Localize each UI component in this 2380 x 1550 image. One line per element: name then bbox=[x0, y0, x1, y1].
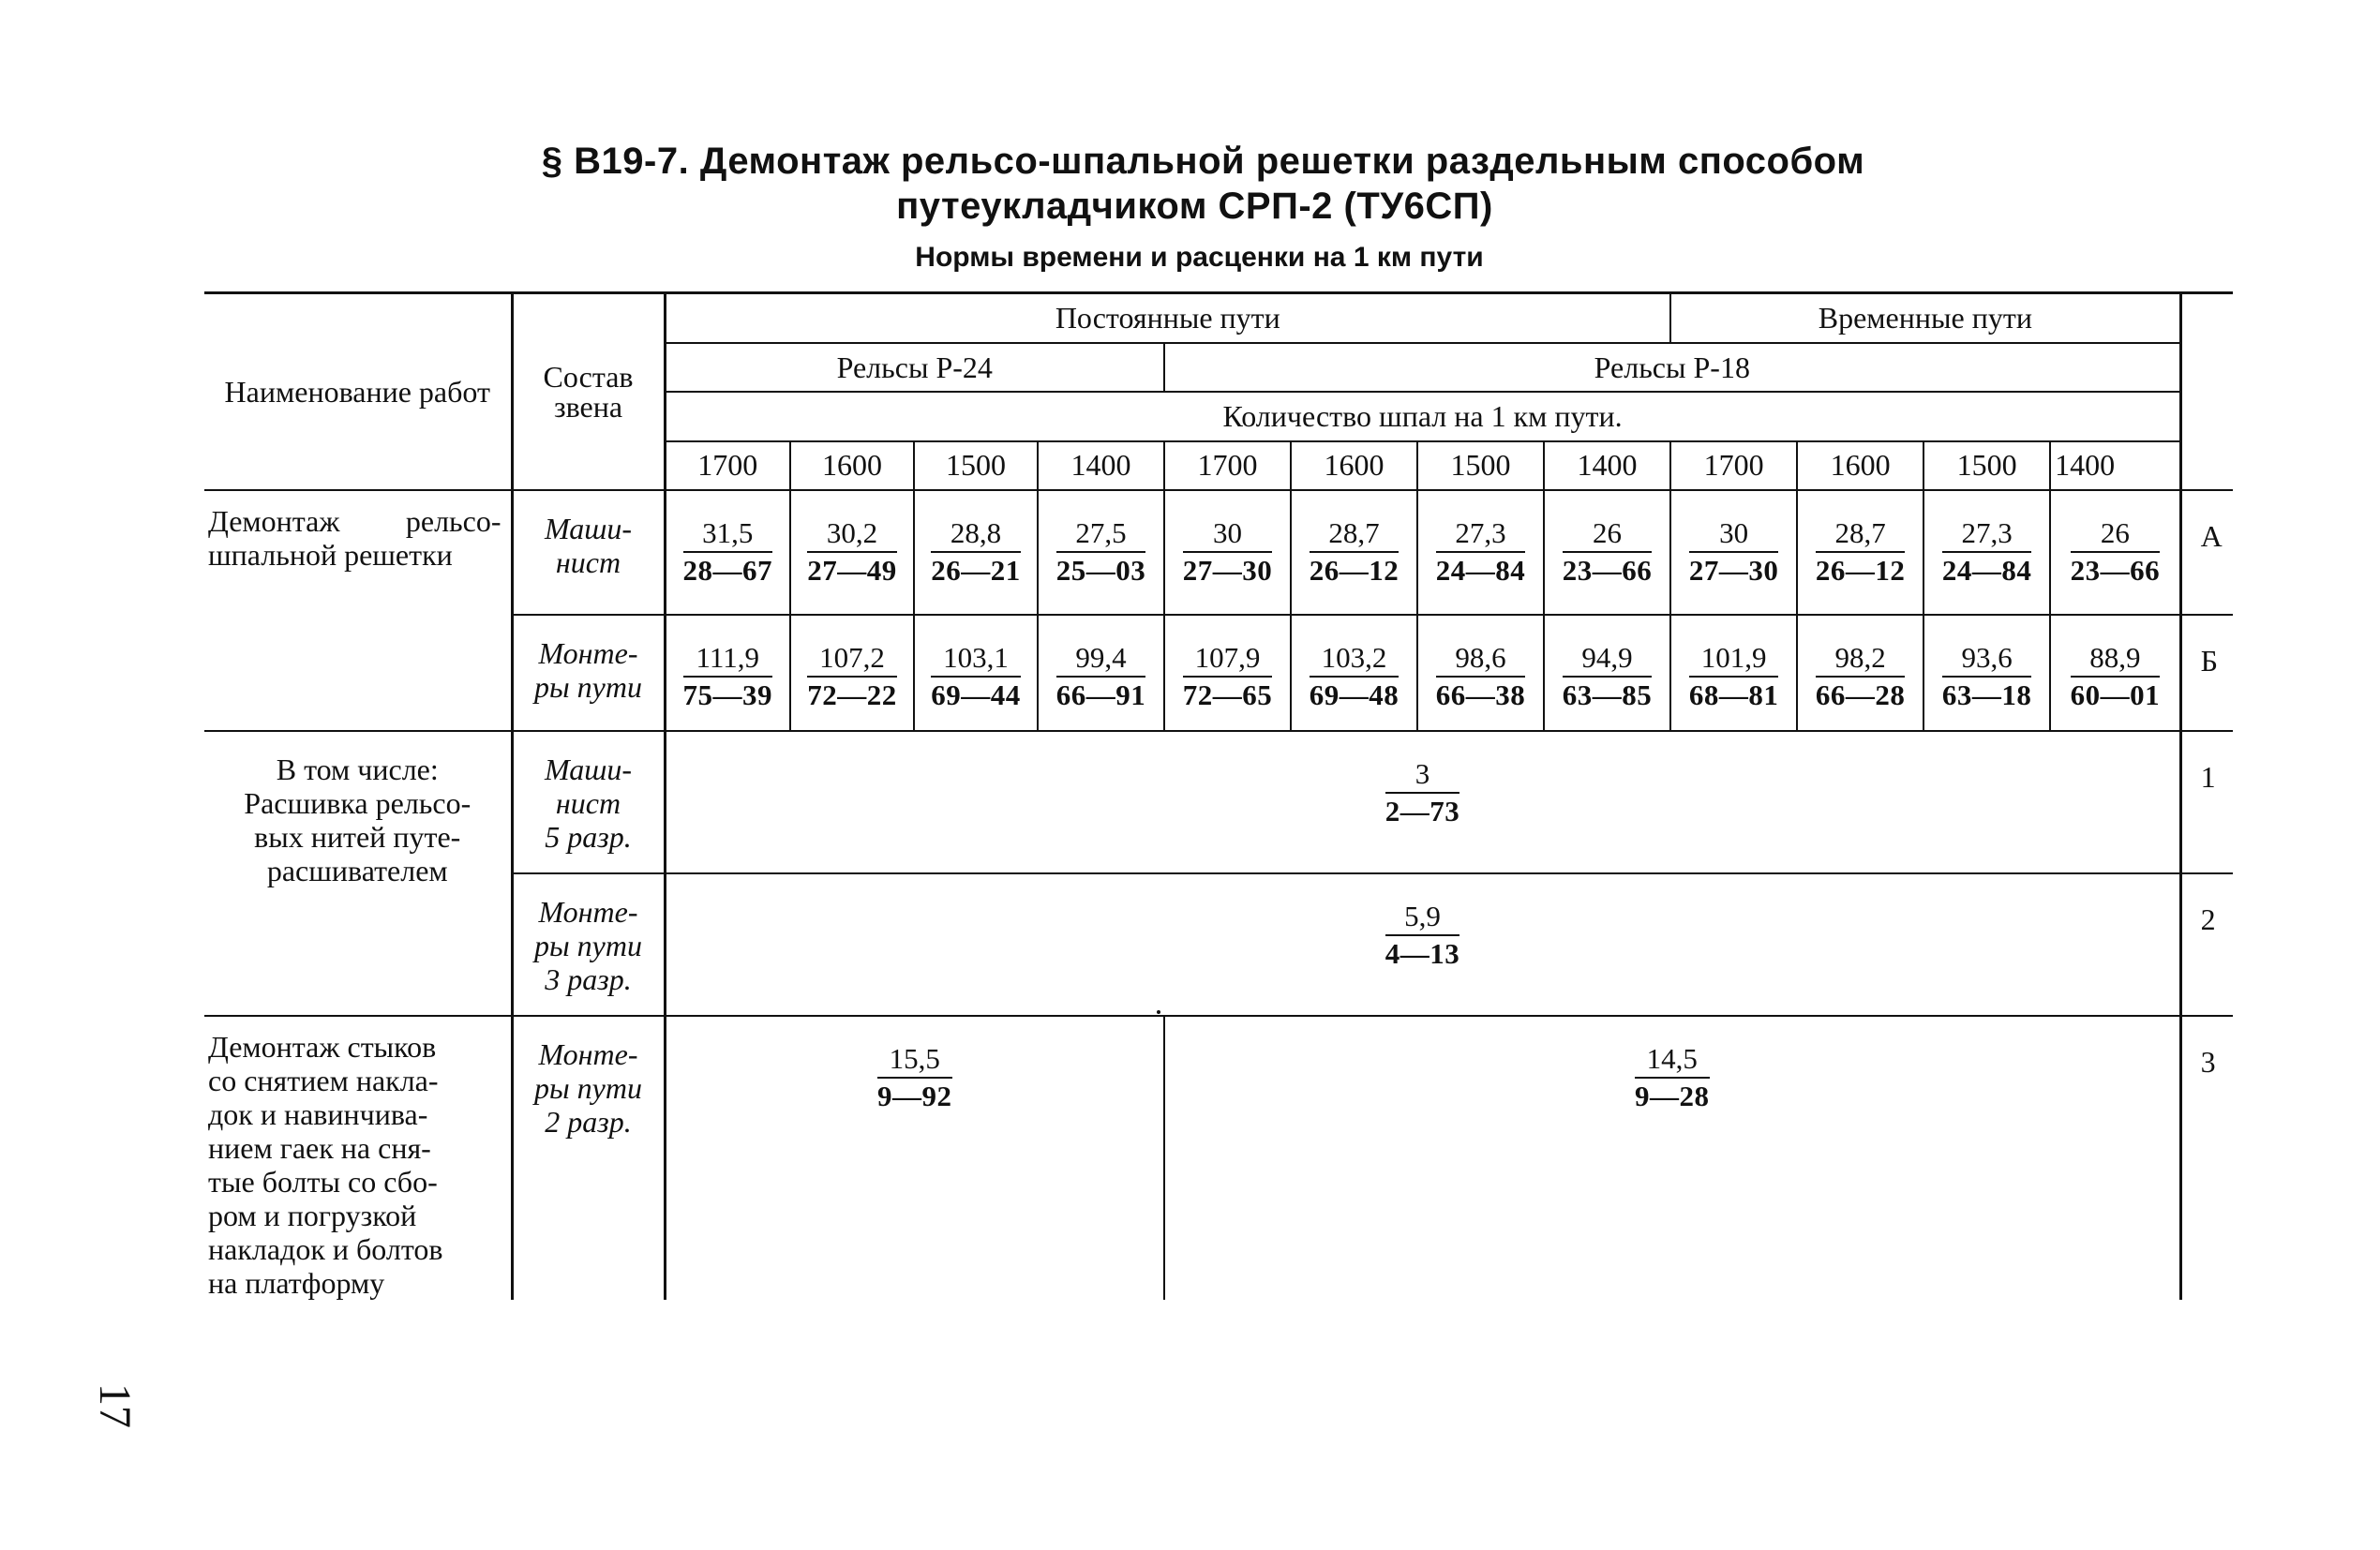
value-cell: $\frac{103,2}{69—48}$ bbox=[1291, 615, 1417, 731]
section-title-line1: § В19-7. Демонтаж рельсо-шпальной решетки раздельным способом bbox=[541, 141, 1865, 182]
work-rail-spreading: В том числе: Расшивка рельсо- вых нитей путе- расшивателем bbox=[204, 731, 512, 1016]
crew-machinist: Маши- нист bbox=[512, 490, 665, 615]
value-cell: $\frac{94,9}{63—85}$ bbox=[1544, 615, 1670, 731]
row-letter: А bbox=[2180, 490, 2233, 615]
value-cell: $\frac{30}{27—30}$ bbox=[1164, 490, 1291, 615]
value-cell: $\frac{98,6}{66—38}$ bbox=[1417, 615, 1544, 731]
value-cell: $\frac{88,9}{60—01}$ bbox=[2050, 615, 2180, 731]
sleeper-count: 1400 bbox=[1038, 441, 1164, 490]
value-cell: $\frac{30,2}{27—49}$ bbox=[790, 490, 914, 615]
header-work: Наименование работ bbox=[204, 293, 512, 490]
sleeper-count: 1500 bbox=[1923, 441, 2050, 490]
work-dismantle-grid: Демонтаж рельсо-шпальной решетки bbox=[204, 490, 512, 731]
crew-fitters: Монте- ры пути bbox=[512, 615, 665, 731]
value-cell: $\frac{103,1}{69—44}$ bbox=[914, 615, 1038, 731]
sleeper-count: 1600 bbox=[1797, 441, 1923, 490]
sleeper-count: 1500 bbox=[914, 441, 1038, 490]
stray-dot bbox=[1157, 1010, 1160, 1014]
value-cell: $\frac{98,2}{66—28}$ bbox=[1797, 615, 1923, 731]
value-cell-merged: $\frac{5,9}{4—13}$ bbox=[665, 873, 2180, 1016]
sleeper-count: 1400 bbox=[2050, 441, 2180, 490]
value-cell: $\frac{26}{23—66}$ bbox=[2050, 490, 2180, 615]
value-cell: $\frac{28,7}{26—12}$ bbox=[1797, 490, 1923, 615]
value-cell: $\frac{107,2}{72—22}$ bbox=[790, 615, 914, 731]
sleeper-count: 1700 bbox=[1670, 441, 1797, 490]
value-cell-r18: $\frac{14,5}{9—28}$ bbox=[1164, 1016, 2180, 1300]
crew-machinist-5: Маши- нист 5 разр. bbox=[512, 731, 665, 873]
crew-fitters-3: Монте- ры пути 3 разр. bbox=[512, 873, 665, 1016]
value-cell: $\frac{28,8}{26—21}$ bbox=[914, 490, 1038, 615]
section-title-line2: путеукладчиком СРП-2 (ТУ6СП) bbox=[896, 186, 1493, 227]
header-letter bbox=[2180, 293, 2233, 490]
header-temporary: Временные пути bbox=[1670, 293, 2180, 343]
row-letter: Б bbox=[2180, 615, 2233, 731]
sleeper-count: 1600 bbox=[790, 441, 914, 490]
sleeper-count: 1600 bbox=[1291, 441, 1417, 490]
crew-fitters-2: Монте- ры пути 2 разр. bbox=[512, 1016, 665, 1300]
value-cell: $\frac{26}{23—66}$ bbox=[1544, 490, 1670, 615]
sleeper-count: 1700 bbox=[665, 441, 790, 490]
header-permanent: Постоянные пути bbox=[665, 293, 1670, 343]
value-cell: $\frac{27,3}{24—84}$ bbox=[1417, 490, 1544, 615]
section-title bbox=[0, 139, 2380, 229]
page-number: 17 bbox=[90, 1383, 140, 1428]
header-crew: Состав звена bbox=[512, 293, 665, 490]
value-cell: $\frac{107,9}{72—65}$ bbox=[1164, 615, 1291, 731]
table-subtitle: Нормы времени и расценки на 1 км пути bbox=[915, 242, 1484, 273]
work-dismantle-joints: Демонтаж стыков со снятием накла- док и навинчива- нием гаек на сня- тые болты со сбо- ром и погрузкой накладок и болтов на платформу bbox=[204, 1016, 512, 1300]
sleeper-count: 1500 bbox=[1417, 441, 1544, 490]
sleeper-count: 1400 bbox=[1544, 441, 1670, 490]
row-letter: 2 bbox=[2180, 873, 2233, 1016]
header-sleepers: Количество шпал на 1 км пути. bbox=[665, 392, 2180, 441]
value-cell: $\frac{27,5}{25—03}$ bbox=[1038, 490, 1164, 615]
value-cell: $\frac{101,9}{68—81}$ bbox=[1670, 615, 1797, 731]
header-rails-r18: Рельсы Р-18 bbox=[1164, 343, 2180, 392]
value-cell: $\frac{27,3}{24—84}$ bbox=[1923, 490, 2050, 615]
norms-table bbox=[204, 291, 2233, 1300]
value-cell: $\frac{99,4}{66—91}$ bbox=[1038, 615, 1164, 731]
value-cell-merged: $\frac{3}{2—73}$ bbox=[665, 731, 2180, 873]
row-letter: 3 bbox=[2180, 1016, 2233, 1300]
value-cell: $\frac{31,5}{28—67}$ bbox=[665, 490, 790, 615]
sleeper-count: 1700 bbox=[1164, 441, 1291, 490]
value-cell: $\frac{93,6}{63—18}$ bbox=[1923, 615, 2050, 731]
value-cell-r24: $\frac{15,5}{9—92}$ bbox=[665, 1016, 1164, 1300]
value-cell: $\frac{28,7}{26—12}$ bbox=[1291, 490, 1417, 615]
value-cell: $\frac{111,9}{75—39}$ bbox=[665, 615, 790, 731]
header-rails-r24: Рельсы Р-24 bbox=[665, 343, 1164, 392]
row-letter: 1 bbox=[2180, 731, 2233, 873]
value-cell: $\frac{30}{27—30}$ bbox=[1670, 490, 1797, 615]
